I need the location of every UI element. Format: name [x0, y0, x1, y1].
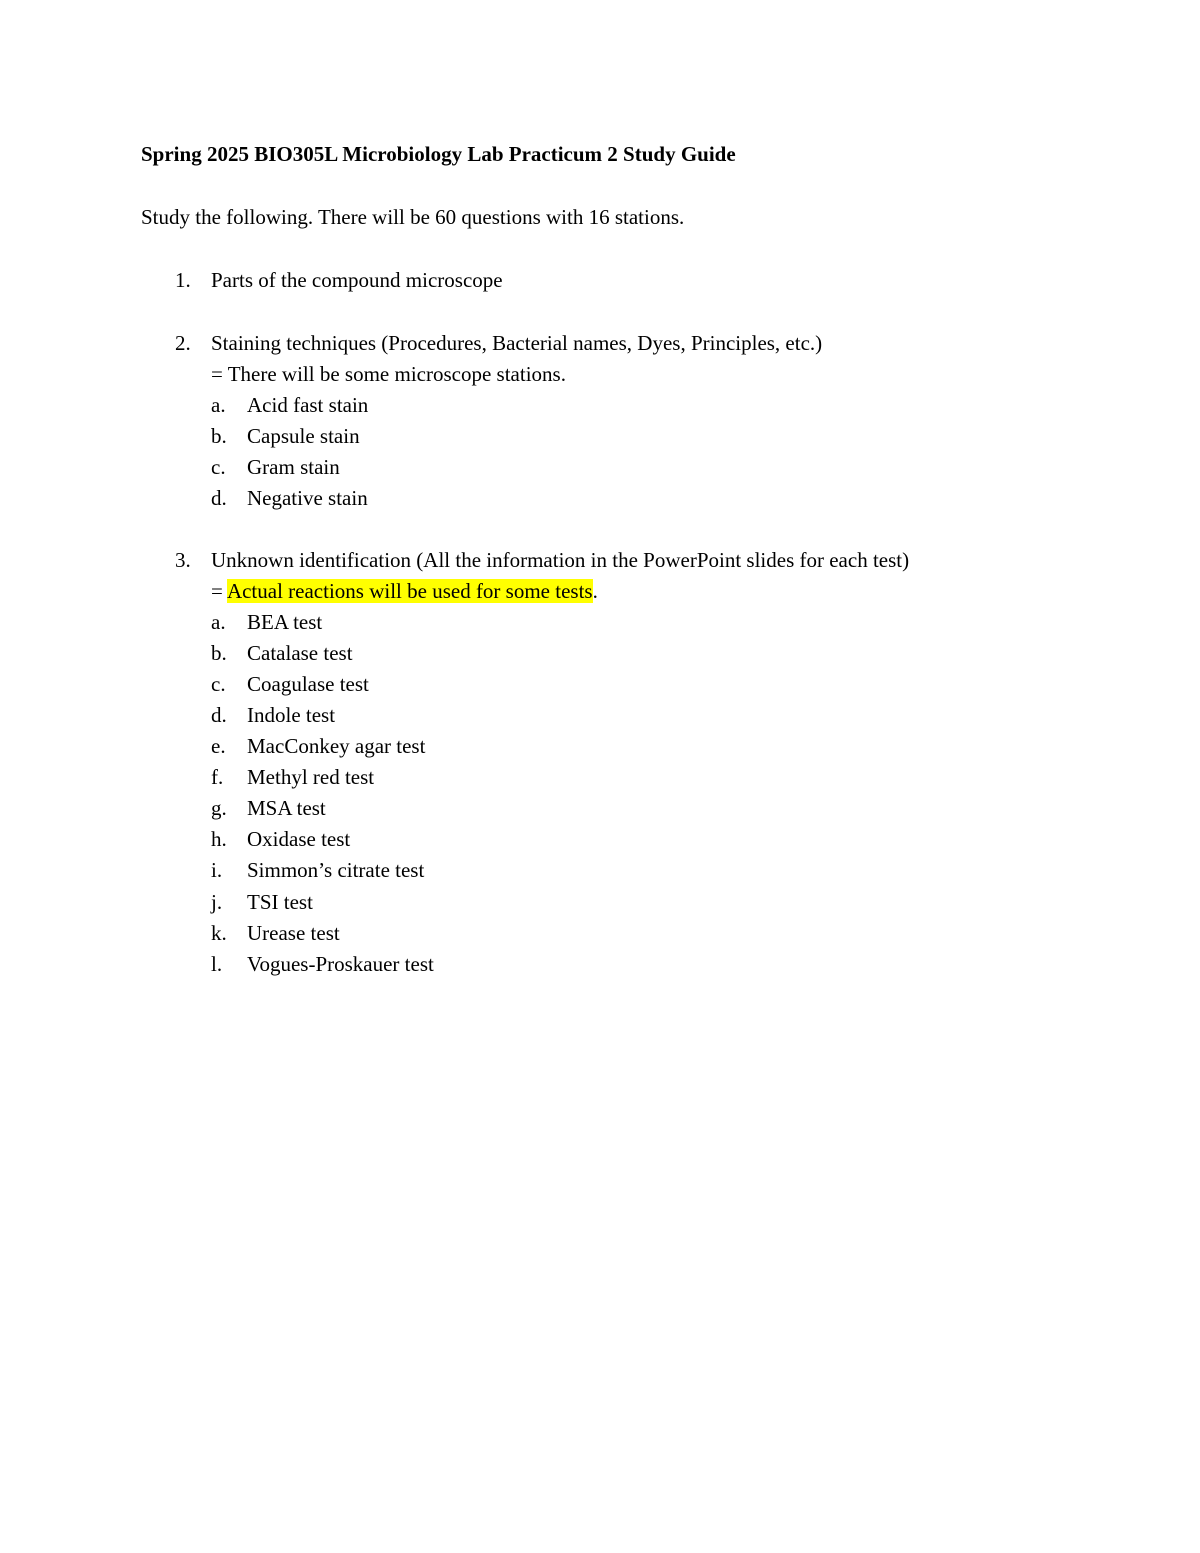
item-letter: d. — [211, 703, 227, 727]
item-letter: a. — [211, 610, 226, 634]
item-text: Indole test — [247, 703, 336, 727]
highlighted-note: Actual reactions will be used for some tests — [226, 579, 593, 603]
item-text: MacConkey agar test — [247, 734, 426, 758]
item-text: BEA test — [247, 610, 323, 634]
item-letter: l. — [211, 952, 223, 976]
item-text: Simmon’s citrate test — [247, 858, 425, 882]
item-text: Coagulase test — [247, 672, 369, 696]
item-letter: c. — [211, 672, 226, 696]
note-prefix: = — [211, 362, 228, 386]
item-letter: b. — [211, 424, 227, 448]
item-letter: h. — [211, 827, 227, 851]
item-letter: e. — [211, 734, 226, 758]
section-number: 2. — [175, 331, 191, 355]
item-letter: k. — [211, 921, 227, 945]
item-letter: j. — [211, 890, 223, 914]
section-number: 3. — [175, 548, 191, 572]
item-text: Capsule stain — [247, 424, 360, 448]
item-letter: d. — [211, 486, 227, 510]
note-text: There will be some microscope stations. — [227, 362, 566, 386]
section-heading: Parts of the compound microscope — [211, 268, 503, 292]
item-text: Acid fast stain — [247, 393, 369, 417]
item-text: Oxidase test — [247, 827, 351, 851]
item-text: MSA test — [247, 796, 326, 820]
item-text: Catalase test — [247, 641, 353, 665]
item-text: Negative stain — [247, 486, 368, 510]
item-letter: i. — [211, 858, 223, 882]
note-prefix: = — [211, 579, 227, 603]
item-text: Urease test — [247, 921, 340, 945]
section-heading: Unknown identification (All the information in the PowerPoint slides for each test) — [211, 548, 910, 572]
section-number: 1. — [175, 268, 191, 292]
note-suffix: . — [592, 579, 598, 603]
item-text: Vogues-Proskauer test — [247, 952, 434, 976]
item-letter: c. — [211, 455, 226, 479]
item-letter: b. — [211, 641, 227, 665]
item-text: TSI test — [247, 890, 313, 914]
section-heading: Staining techniques (Procedures, Bacterial names, Dyes, Principles, etc.) — [211, 331, 823, 355]
item-letter: g. — [211, 796, 227, 820]
intro-text: Study the following. There will be 60 questions with 16 stations. — [141, 205, 685, 229]
item-text: Methyl red test — [247, 765, 375, 789]
item-letter: f. — [211, 765, 224, 789]
item-text: Gram stain — [247, 455, 340, 479]
item-letter: a. — [211, 393, 226, 417]
document-title: Spring 2025 BIO305L Microbiology Lab Practicum 2 Study Guide — [141, 142, 736, 166]
